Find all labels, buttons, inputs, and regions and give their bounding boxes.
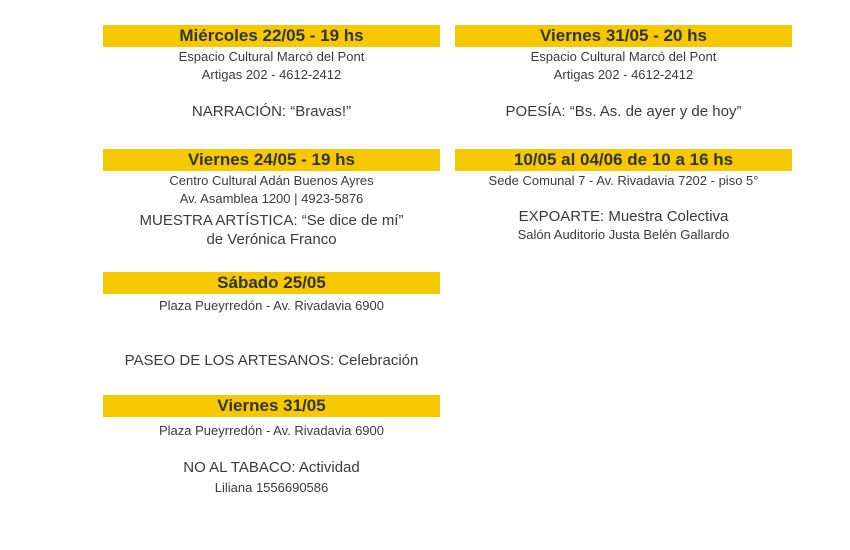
event-venue: Plaza Pueyrredón - Av. Rivadavia 6900 <box>159 298 384 313</box>
event-title: NO AL TABACO: Actividad <box>183 459 360 476</box>
event-title: POESÍA: “Bs. As. de ayer y de hoy” <box>505 103 742 120</box>
event-venue: Centro Cultural Adán Buenos Ayres <box>169 173 374 188</box>
event-date-header: Viernes 31/05 - 20 hs <box>455 25 792 47</box>
event-venue: Sede Comunal 7 - Av. Rivadavia 7202 - piso 5° <box>488 173 759 188</box>
event-date-header: Viernes 31/05 <box>103 395 440 417</box>
event-address: Artigas 202 - 4612-2412 <box>553 67 694 82</box>
event-subtitle: Salón Auditorio Justa Belén Gallardo <box>517 227 730 242</box>
event-2 <box>103 149 440 249</box>
event-date-header: Viernes 24/05 - 19 hs <box>103 149 440 171</box>
event-venue: Espacio Cultural Marcó del Pont <box>178 49 365 64</box>
event-title: EXPOARTE: Muestra Colectiva <box>518 208 729 225</box>
event-title: MUESTRA ARTÍSTICA: “Se dice de mí” <box>139 212 404 229</box>
event-subtitle: de Verónica Franco <box>206 231 337 248</box>
event-address: Artigas 202 - 4612-2412 <box>201 67 342 82</box>
event-5 <box>455 25 792 121</box>
event-title: PASEO DE LOS ARTESANOS: Celebración <box>124 352 419 369</box>
event-date-header: Sábado 25/05 <box>103 272 440 294</box>
event-venue: Espacio Cultural Marcó del Pont <box>530 49 717 64</box>
event-1 <box>103 25 440 121</box>
event-venue: Plaza Pueyrredón - Av. Rivadavia 6900 <box>159 423 384 438</box>
event-contact: Liliana 1556690586 <box>214 480 329 495</box>
event-6 <box>455 149 792 244</box>
event-4 <box>103 395 440 497</box>
event-address: Av. Asamblea 1200 | 4923-5876 <box>179 191 364 206</box>
event-title: NARRACIÓN: “Bravas!” <box>191 103 352 120</box>
event-date-header: Miércoles 22/05 - 19 hs <box>103 25 440 47</box>
event-date-header: 10/05 al 04/06 de 10 a 16 hs <box>455 149 792 171</box>
event-3 <box>103 272 440 370</box>
